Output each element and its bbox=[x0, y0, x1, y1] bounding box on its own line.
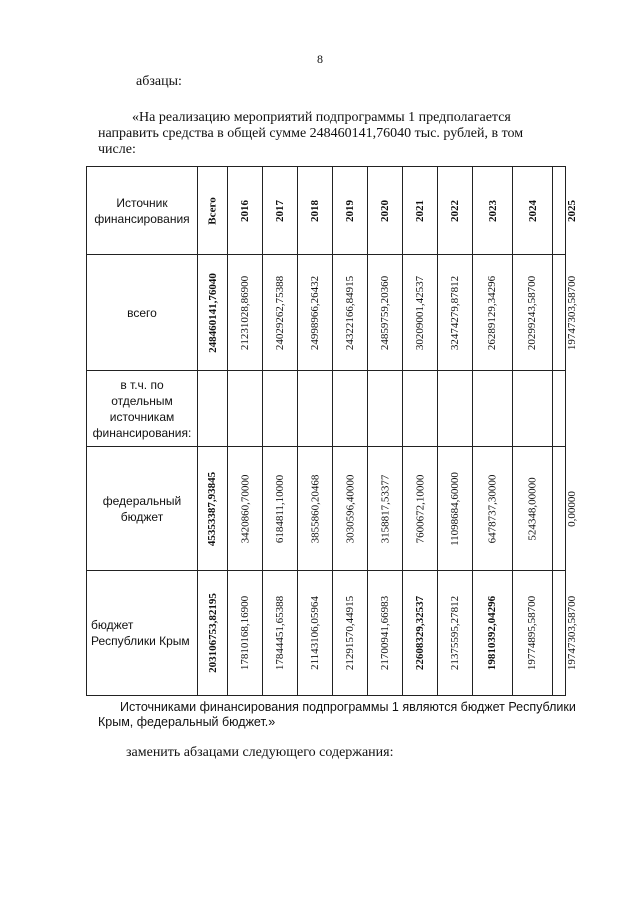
table-cell bbox=[473, 167, 513, 254]
table-cell bbox=[263, 167, 298, 254]
table-cell bbox=[368, 167, 403, 254]
table-cell bbox=[513, 255, 553, 370]
cell-value: 2019 bbox=[344, 199, 356, 222]
table-cell bbox=[228, 255, 263, 370]
table-cell bbox=[473, 255, 513, 370]
table-cell bbox=[198, 255, 228, 370]
table-cell bbox=[228, 571, 263, 695]
cell-value: 24998966,26432 bbox=[309, 275, 321, 350]
table-cell bbox=[513, 447, 553, 570]
cell-value: Всего bbox=[206, 196, 219, 225]
table-cell bbox=[263, 371, 298, 446]
table-cell bbox=[198, 371, 228, 446]
cell-value: 248460141,76040 bbox=[206, 272, 219, 353]
table-cell bbox=[403, 447, 438, 570]
paragraph bbox=[98, 110, 584, 158]
cell-value: 21375595,27812 bbox=[449, 595, 461, 671]
cell-value: 19747303,58700 bbox=[566, 595, 578, 671]
paragraph-line-1: «На реализацию мероприятий подпрограммы 1 предполагается bbox=[132, 110, 511, 125]
cell-value: 203106753,82195 bbox=[206, 593, 219, 673]
table-cell bbox=[333, 167, 368, 254]
row-label: федеральный бюджет bbox=[87, 447, 198, 570]
cell-value: 30209001,42537 bbox=[414, 275, 426, 350]
table-cell bbox=[298, 571, 333, 695]
cell-value: 6184811,10000 bbox=[274, 474, 286, 543]
table-cell bbox=[513, 571, 553, 695]
cell-value: 2016 bbox=[239, 199, 251, 222]
cell-value: 3158817,53377 bbox=[379, 474, 391, 543]
table-cell bbox=[438, 371, 473, 446]
cell-value: 6478737,30000 bbox=[486, 474, 499, 543]
table-cell bbox=[403, 371, 438, 446]
table-cell bbox=[473, 447, 513, 570]
cell-value: 3855860,20468 bbox=[309, 474, 321, 543]
row-label: Источник финансирования bbox=[87, 167, 198, 254]
cell-value: 24859759,20360 bbox=[379, 275, 391, 350]
cell-value: 17810168,16900 bbox=[239, 595, 251, 671]
table-cell bbox=[513, 167, 553, 254]
table-row bbox=[87, 255, 578, 371]
table-cell bbox=[403, 167, 438, 254]
table-cell bbox=[368, 447, 403, 570]
table-cell bbox=[263, 571, 298, 695]
row-label: всего bbox=[87, 255, 198, 370]
cell-value: 3030596,40000 bbox=[344, 474, 356, 543]
table-row bbox=[87, 371, 565, 447]
intro-text: абзацы: bbox=[136, 74, 182, 89]
cell-value: 32474279,87812 bbox=[449, 275, 461, 350]
table-cell bbox=[263, 255, 298, 370]
table-cell bbox=[368, 571, 403, 695]
cell-value: 45353387,93845 bbox=[206, 471, 219, 546]
cell-value: 20299243,58700 bbox=[526, 275, 539, 350]
cell-value: 2018 bbox=[309, 199, 321, 222]
cell-value: 21700941,66983 bbox=[379, 595, 391, 671]
table-cell bbox=[438, 571, 473, 695]
table-row bbox=[87, 571, 578, 695]
table-cell bbox=[298, 371, 333, 446]
table-cell bbox=[368, 371, 403, 446]
table-cell bbox=[403, 571, 438, 695]
table-cell bbox=[403, 255, 438, 370]
cell-value: 21231028,86900 bbox=[239, 275, 251, 350]
paragraph-line-2: направить средства в общей сумме 248460141,76040 тыс. рублей, в том bbox=[98, 126, 524, 141]
table-cell bbox=[298, 167, 333, 254]
table-cell bbox=[198, 571, 228, 695]
replace-text: заменить абзацами следующего содержания: bbox=[126, 745, 394, 760]
table-cell bbox=[473, 571, 513, 695]
table-cell bbox=[438, 255, 473, 370]
footnote: Источниками финансирования подпрограммы 1 являются бюджет Республики Крым, федеральный бюджет.» bbox=[98, 700, 576, 729]
cell-value: 19810392,04296 bbox=[486, 595, 499, 671]
cell-value: 19747303,58700 bbox=[566, 275, 578, 350]
cell-value: 21143106,05964 bbox=[309, 596, 321, 670]
table-cell bbox=[333, 371, 368, 446]
cell-value: 2024 bbox=[526, 199, 539, 222]
cell-value: 26289129,34296 bbox=[486, 275, 499, 350]
table-cell bbox=[333, 447, 368, 570]
cell-value: 3420860,70000 bbox=[239, 474, 251, 543]
table-row bbox=[87, 167, 578, 255]
cell-value: 2023 bbox=[486, 199, 499, 222]
table-cell bbox=[198, 447, 228, 570]
table-cell bbox=[553, 371, 591, 446]
cell-value: 22608329,32537 bbox=[414, 595, 426, 671]
table-cell bbox=[553, 167, 591, 254]
cell-value: 2025 bbox=[566, 199, 578, 222]
cell-value: 21291570,44915 bbox=[344, 595, 356, 671]
table-cell bbox=[553, 571, 591, 695]
table-cell bbox=[333, 571, 368, 695]
table-cell bbox=[298, 447, 333, 570]
cell-value: 2017 bbox=[274, 199, 286, 222]
table-cell bbox=[298, 255, 333, 370]
table-cell bbox=[228, 371, 263, 446]
cell-value: 11098684,60000 bbox=[449, 471, 461, 546]
page-number: 8 bbox=[317, 52, 323, 66]
cell-value: 2022 bbox=[449, 199, 461, 222]
cell-value: 7600672,10000 bbox=[414, 474, 426, 543]
row-label: в т.ч. по отдельным источникам финансирования: bbox=[87, 371, 198, 446]
table-cell bbox=[228, 167, 263, 254]
table-cell bbox=[438, 447, 473, 570]
table-cell bbox=[553, 447, 591, 570]
cell-value: 24029262,75388 bbox=[274, 275, 286, 350]
table-cell bbox=[473, 371, 513, 446]
cell-value: 19774895,58700 bbox=[526, 595, 539, 671]
cell-value: 2021 bbox=[414, 199, 426, 222]
cell-value: 24322166,84915 bbox=[344, 275, 356, 350]
financing-table bbox=[86, 166, 578, 696]
cell-value: 0,00000 bbox=[566, 490, 578, 527]
table-cell bbox=[228, 447, 263, 570]
cell-value: 17844451,65388 bbox=[274, 595, 286, 671]
paragraph-line-3: числе: bbox=[98, 142, 136, 157]
table-cell bbox=[368, 255, 403, 370]
cell-value: 524348,00000 bbox=[526, 476, 539, 541]
table-cell bbox=[263, 447, 298, 570]
table-row bbox=[87, 447, 578, 571]
table-cell bbox=[438, 167, 473, 254]
table-cell bbox=[333, 255, 368, 370]
table-cell bbox=[513, 371, 553, 446]
row-label: бюджет Республики Крым bbox=[87, 571, 198, 695]
table-cell bbox=[553, 255, 591, 370]
table-cell bbox=[198, 167, 228, 254]
cell-value: 2020 bbox=[379, 199, 391, 222]
